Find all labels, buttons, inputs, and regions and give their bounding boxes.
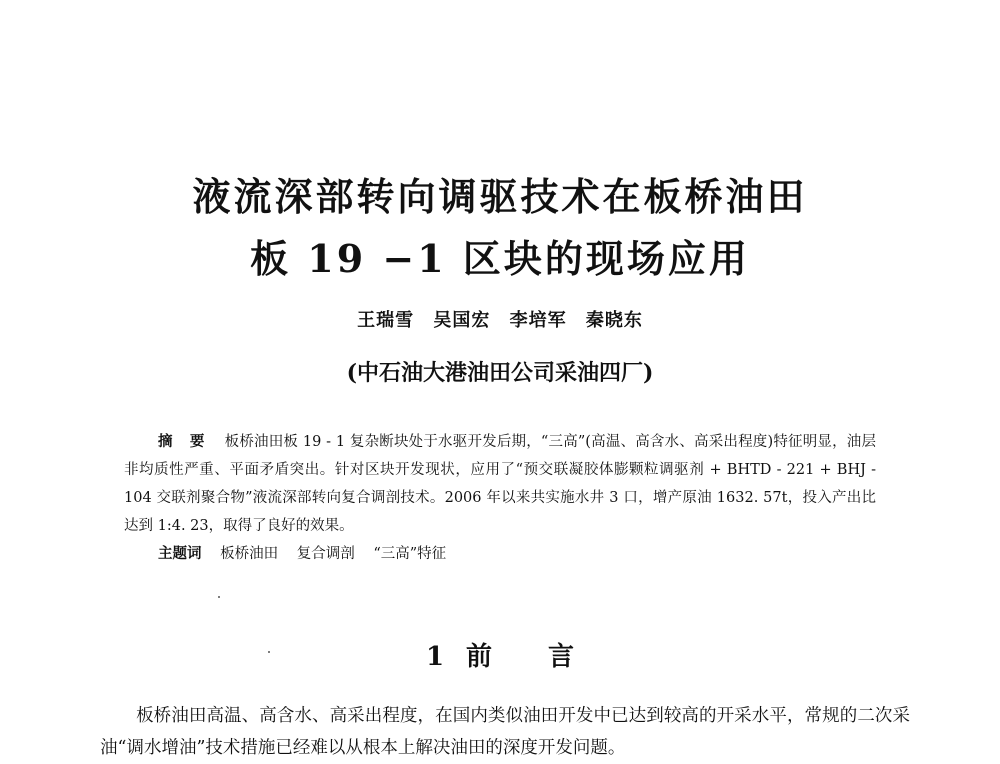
scan-speck xyxy=(218,596,220,598)
keyword: 复合调剖 xyxy=(296,546,355,562)
section-title-part: 言 xyxy=(548,642,575,672)
keywords xyxy=(158,540,858,568)
body-paragraph xyxy=(100,700,910,764)
abstract-text: 板桥油田板 19 - 1 复杂断块处于水驱开发后期，“三高”(高温、高含水、高采出程度)特征明显，油层非均质性严重、平面矛盾突出。针对区块开发现状，应用了“预交联凝胶体膨颗粒调驱剂 + BHTD - 221 + BHJ - 104 交联剂聚合物”液流深部转向复合调剖技术。2006 年以来共实施水井 3 口，增产原油 1632. 57t，投入产出比达到 1:4. 23，取得了良好的效果。 xyxy=(124,434,876,534)
affiliation: (中石油大港油田公司采油四厂) xyxy=(346,360,654,386)
keyword: “三高”特征 xyxy=(373,546,447,562)
author-name: 李培军 xyxy=(509,310,567,331)
section-heading xyxy=(0,636,1000,673)
paper-title-line-1: 液流深部转向调驱技术在板桥油田 xyxy=(192,174,808,219)
author-name: 秦晓东 xyxy=(585,310,643,331)
paper-title-line-2: 板 19 −1 区块的现场应用 xyxy=(250,236,750,281)
author-name: 吴国宏 xyxy=(433,310,491,331)
keyword: 板桥油田 xyxy=(220,546,279,562)
section-number: 1 xyxy=(425,642,445,672)
body-paragraph-text: 板桥油田高温、高含水、高采出程度，在国内类似油田开发中已达到较高的开采水平，常规的二次采油“调水增油”技术措施已经难以从根本上解决油田的深度开发问题。 xyxy=(100,706,910,758)
abstract-label: 摘 要 xyxy=(158,433,211,450)
section-title-part: 前 xyxy=(466,642,493,672)
author-list xyxy=(0,306,1000,332)
author-name: 王瑞雪 xyxy=(357,310,415,331)
abstract xyxy=(124,428,876,540)
keywords-label: 主题词 xyxy=(158,545,202,562)
